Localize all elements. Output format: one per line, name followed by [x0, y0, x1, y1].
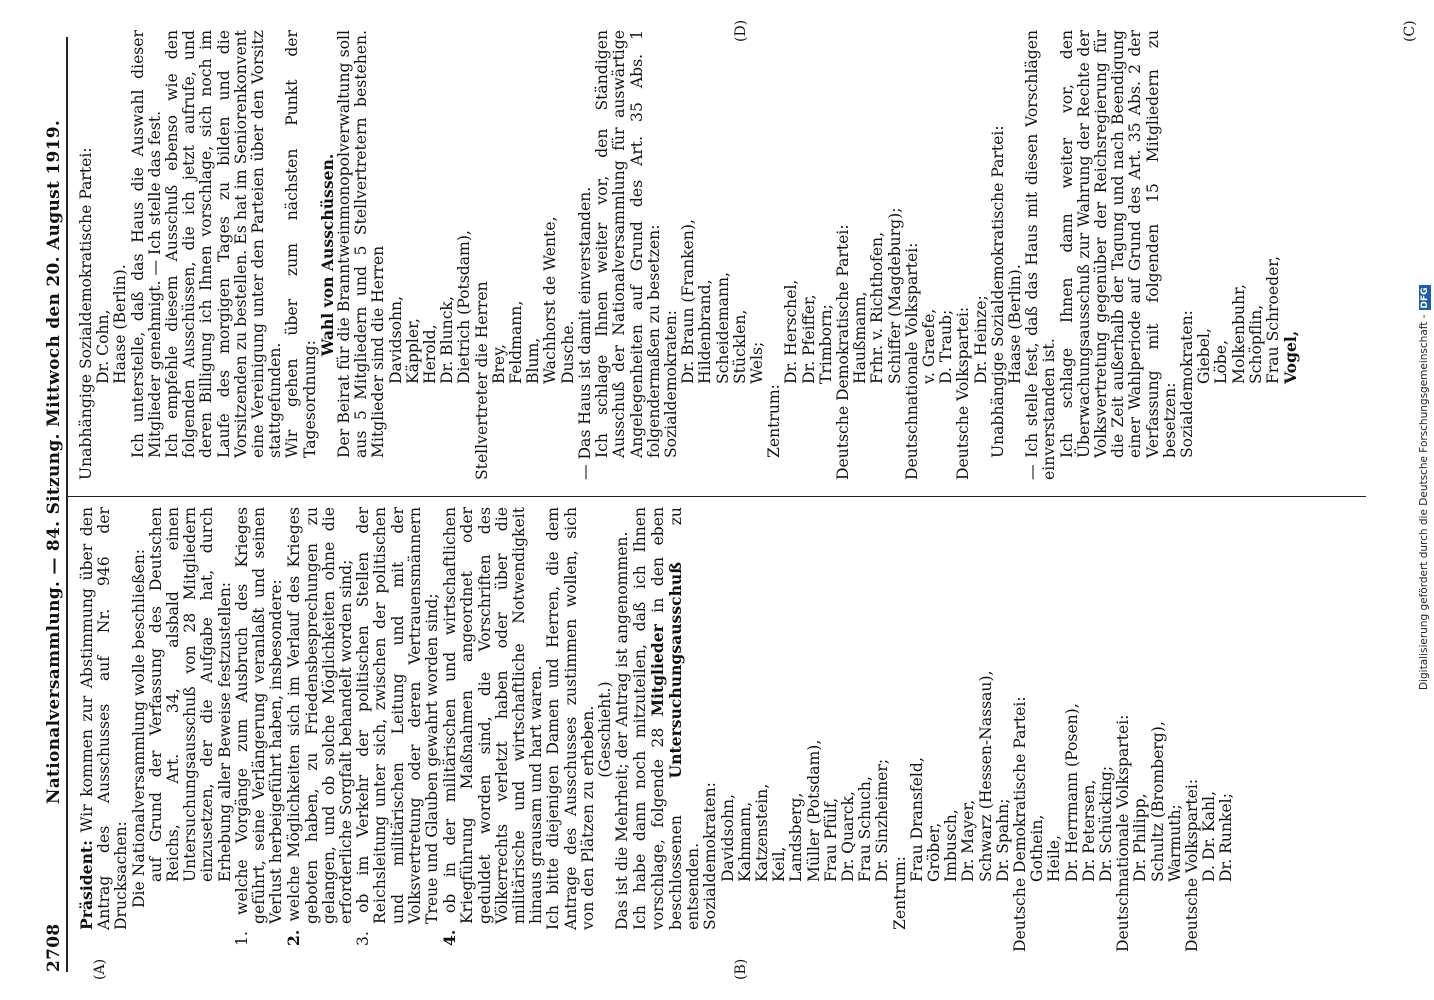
member-list-dnvp: [921, 30, 955, 480]
member-name: Dr. Herrmann (Posen),: [1062, 703, 1081, 882]
paragraph-text: Ich schlage Ihnen dann weiter vor, den: [1057, 30, 1076, 458]
member-name: Dr. Herschel,: [782, 279, 801, 384]
member-name: Dr. Pfeiffer,: [799, 294, 818, 384]
announcement-bold: Mitglieder: [647, 624, 667, 717]
member-list-ddp: [1029, 507, 1115, 952]
right-column: [78, 30, 1299, 480]
vote-result: Das ist die Mehrheit; der Antrag ist angenommen.: [613, 531, 632, 930]
member-name: D. Traub;: [937, 309, 956, 384]
margin-marker-c: (C): [1402, 20, 1418, 42]
header-rule: [66, 37, 68, 972]
member-name: Landsberg,: [787, 792, 806, 882]
member-list-sd2: [1196, 30, 1299, 480]
section-heading: Wahl von Ausschüssen.: [317, 153, 337, 357]
digitization-credit: [1412, 10, 1432, 990]
party-heading: Deutsche Volkspartei:: [954, 306, 973, 480]
item-text: welche Möglichkeiten sich im Verlauf des Krieges geboten haben, zu Friedensbesprechungen zu gelangen, und ob solche Möglichkeiten ohne die erforderliche Sorgfalt behandelt worden sind;: [285, 507, 356, 924]
member-name: Haußmann,: [851, 291, 870, 384]
member-name: Dr. Spahn;: [993, 798, 1012, 882]
paragraph-text: auf Grund des Art. 35 Abs. 1 folgendermaßen zu besetzen:: [627, 30, 663, 458]
member-name: Molkenbuhr,: [1229, 284, 1248, 384]
resolution-item-4: [441, 507, 545, 952]
party-heading: Deutschnationale Volkspartei:: [902, 242, 921, 480]
dfg-logo: DFG: [1420, 287, 1430, 309]
item-number: 1.: [232, 931, 251, 946]
member-name: Frau Pfülf,: [821, 797, 840, 882]
paragraph-text: soll aus 5 Mitgliedern und 5 Stellvertretern bestehen. Mitglieder sind die Herren: [335, 30, 388, 458]
deputy-list: [491, 30, 577, 480]
member-name: D. Dr. Kahl,: [1200, 791, 1219, 882]
member-list-z: [783, 30, 835, 480]
member-name: Frhr. v. Richthofen,: [868, 231, 887, 384]
member-name: Dr. Quarck,: [838, 791, 857, 882]
member-name: Haase (Berlin).: [1005, 264, 1024, 384]
member-name: Frau Schroeder,: [1264, 255, 1283, 384]
consent-note: — Ich stelle fest, daß das Haus mit diesen Vorschlägen einverstanden ist.: [1023, 30, 1059, 480]
party-heading: Unabhängige Sozialdemokratische Partei:: [77, 147, 95, 480]
member-list-dnvp: [1132, 507, 1184, 952]
item-text: ob in der militärischen und wirtschaftlichen Kriegführung Maßnahmen angeordnet oder geduldet worden sind, die Vorschriften des Völkerrechts verletzt haben oder über die militärische und wirtschaftliche Notwendigkeit hinaus grausam und hart waren.: [441, 507, 546, 924]
credit-line: [1414, 10, 1434, 990]
party-heading: Deutschnationale Volkspartei:: [1114, 714, 1133, 952]
margin-marker-a: (A): [92, 958, 108, 980]
margin-marker-b: (B): [733, 958, 749, 980]
speaker-label: Präsident:: [77, 840, 96, 930]
column-divider: [66, 496, 1366, 497]
party-heading: Sozialdemokraten:: [1178, 310, 1196, 458]
party-heading: Deutsche Demokratische Partei:: [1010, 696, 1029, 952]
member-list-uspd: [95, 30, 129, 480]
item-number: 3.: [354, 931, 373, 946]
member-name: Heile,: [1045, 835, 1064, 882]
member-name: Dr. Schücking;: [1096, 765, 1115, 882]
member-name: Giebel,: [1195, 328, 1214, 384]
member-name: Löbe,: [1212, 340, 1231, 384]
member-name: Warmuth;: [1165, 804, 1184, 882]
member-name: Kahmann,: [735, 801, 754, 882]
president-paragraph: [78, 507, 131, 952]
resolution-item-2: [285, 507, 355, 952]
stage-direction: (Geschieht.): [596, 681, 615, 778]
resolution-item-3: [355, 507, 441, 952]
member-list-z: [909, 507, 1012, 952]
member-list-uspd: [1007, 30, 1024, 480]
member-name: Dr. Heinze;: [971, 295, 990, 384]
member-name: Herold,: [421, 324, 440, 384]
party-heading: Sozialdemokraten:: [661, 310, 680, 458]
member-name: Schwarz (Hessen-Nassau),: [976, 670, 995, 882]
member-name: Dr. Sinzheimer;: [873, 758, 892, 882]
member-name: Dr. Braun (Franken),: [679, 219, 698, 384]
vote-request: Ich bitte diejenigen Damen und Herren, die dem Antrage des Ausschusses zustimmen wollen, sich von den Plätzen zu erheben.: [544, 507, 597, 930]
member-list-dvp: [1201, 507, 1235, 952]
announcement-text: Ich habe dann noch mitzuteilen, daß ich Ihnen vorschlage, folgende 28: [630, 507, 667, 930]
member-name: Käppler,: [403, 318, 422, 384]
member-name: Brey,: [489, 344, 508, 384]
member-name: Wachhorst de Wente,: [541, 216, 560, 384]
member-name: Frau Dransfeld,: [907, 757, 926, 882]
member-name: v. Graefe,: [919, 308, 938, 384]
resolution-item-1: [234, 507, 286, 952]
member-name: Davidsohn,: [386, 295, 405, 384]
member-name: Trimborn;: [816, 304, 835, 384]
paragraph-text: auf Grund des Art. 35 Abs. 2 der Verfassung mit folgenden 15 Mitgliedern zu besetzen:: [1126, 30, 1179, 458]
announcement-text: in den eben beschlossenen: [648, 507, 685, 930]
member-name: Frau Schuch,: [856, 776, 875, 882]
item-text: welche Vorgänge zum Ausbruch des Krieges geführt, seine Verlängerung veranlaßt und seinen Verlust herbeigeführt haben, insbesondere:: [232, 507, 286, 924]
member-name: Feldmann,: [507, 300, 526, 384]
committee-name: Ständigen Ausschuß der Nationalversammlung für auswärtige Angelegenheiten: [593, 30, 646, 458]
agenda-transition: Wir gehen über zum nächsten Punkt der Tagesordnung:: [283, 30, 319, 458]
member-name: Dietrich (Potsdam),: [455, 230, 474, 384]
oversight-paragraph: [1059, 30, 1179, 480]
member-name: Gothein,: [1028, 814, 1047, 882]
member-name: Dr. Blunck,: [438, 296, 457, 384]
president-text: Wir kommen zur Abstimmung über den Antrag des Ausschusses auf Nr. 946 der Drucksachen:: [78, 507, 131, 930]
member-name: Dr. Cohn,: [94, 309, 113, 384]
paragraph-text: Der: [335, 428, 354, 458]
member-name: Wels;: [747, 341, 766, 384]
member-name: Davidsohn,: [718, 793, 737, 882]
party-heading: Deutsche Demokratische Partei:: [833, 224, 852, 480]
credit-text: Digitalisierung gefördert durch die Deutsche Forschungsgemeinschaft -: [1418, 314, 1430, 690]
committee-name: Überwachungsausschuß zur Wahrung der Rechte der Volksvertretung gegenüber der Reichsregierung für die Zeit außerhalb der Tagung und nach Beendigung einer Wahlperiode: [1074, 30, 1145, 458]
committee-announcement: [632, 507, 703, 952]
item-number: 2.: [284, 929, 304, 946]
item-text: ob im Verkehr der politischen Stellen der Reichsleitung unter sich, zwischen der politischen und militärischen Leitung und mit der Volksvertretung oder deren Vertrauensmännern Treue und Glauben gewahrt worden sind;: [354, 507, 442, 924]
committee-name: Untersuchungsausschuß: [665, 561, 685, 779]
beirat-member-list: [388, 30, 474, 480]
member-name: Keil,: [770, 846, 789, 882]
member-name: Schiffer (Magdeburg);: [885, 207, 904, 384]
member-list-sd: [680, 30, 766, 480]
party-heading: Sozialdemokraten:: [701, 782, 720, 930]
resolution-body: auf Grund der Verfassung des Deutschen Reichs, Art. 34, alsbald einen Untersuchungsausschuß von 28 Mitgliedern einzusetzen, der die Aufgabe hat, durch Erhebung aller Beweise festzustellen:: [146, 507, 234, 882]
left-column: [78, 507, 1236, 952]
approval-statement: Ich unterstelle, daß das Haus die Auswahl dieser Mitglieder genehmigt. — Ich stelle das fest.: [128, 30, 164, 458]
item-number: 4.: [440, 929, 460, 946]
member-name: Dusche.: [558, 320, 577, 384]
member-name: Schöpflin,: [1246, 304, 1265, 384]
party-heading: Deutsche Volkspartei:: [1183, 778, 1201, 952]
member-name: Stücklen,: [730, 309, 749, 384]
member-list-ddp: [852, 30, 904, 480]
page-title: Nationalversammlung. — 84. Sitzung. Mittwoch den 20. August 1919.: [44, 119, 64, 805]
paragraph-text: Ich schlage Ihnen weiter vor, den: [593, 128, 612, 458]
member-name: Schultz (Bromberg),: [1148, 721, 1167, 882]
member-list-sd: [720, 507, 892, 952]
consent-note: — Das Haus ist damit einverstanden.: [575, 186, 594, 480]
member-name: Imbusch,: [942, 809, 961, 882]
announcement-text: zu entsenden.: [666, 507, 703, 930]
foreign-affairs-paragraph: [594, 30, 663, 480]
deputies-label: Stellvertreter die Herren: [472, 281, 491, 480]
committee-name: Beirat für die Branntweinmonopolverwaltung: [335, 62, 354, 424]
party-heading: Zentrum:: [765, 384, 784, 458]
member-name: Hildenbrand,: [696, 279, 715, 384]
page-number: 2708: [44, 923, 64, 972]
member-name: Dr. Petersen,: [1079, 779, 1098, 882]
committee-recommendation: Ich empfehle diesem Ausschuß ebenso wie den folgenden Ausschüssen, die ich jetzt aufrufe, und deren Billigung ich Ihnen vorschlage, sich noch im Laufe des morgigen Tages zu bilden und die Vorsitzenden zu bestellen. Es hat im Seniorenkonvent eine Vereinigung unter den Parteien über den Vorsitz stattgefunden.: [163, 30, 285, 458]
member-name: Haase (Berlin).: [111, 264, 130, 384]
party-heading: Unabhängige Sozialdemokratische Partei:: [988, 125, 1007, 458]
member-name: Scheidemann,: [713, 271, 732, 384]
member-name: Gröber,: [924, 822, 943, 882]
member-name: Müller (Potsdam),: [804, 739, 823, 882]
margin-marker-d: (D): [733, 19, 749, 42]
member-name: Dr. Philipp,: [1131, 793, 1150, 882]
member-name: Katzenstein,: [752, 783, 771, 882]
member-list-dvp: [973, 30, 990, 480]
member-name: Dr. Runkel;: [1217, 793, 1236, 882]
member-name: Blum,: [524, 337, 543, 384]
party-heading: Zentrum:: [890, 856, 909, 930]
member-name: Dr. Mayer,: [959, 799, 978, 882]
beirat-paragraph: [336, 30, 388, 480]
member-name: Vogel,: [1281, 330, 1301, 384]
resolution-intro: Die Nationalversammlung wolle beschließen:: [129, 549, 148, 908]
